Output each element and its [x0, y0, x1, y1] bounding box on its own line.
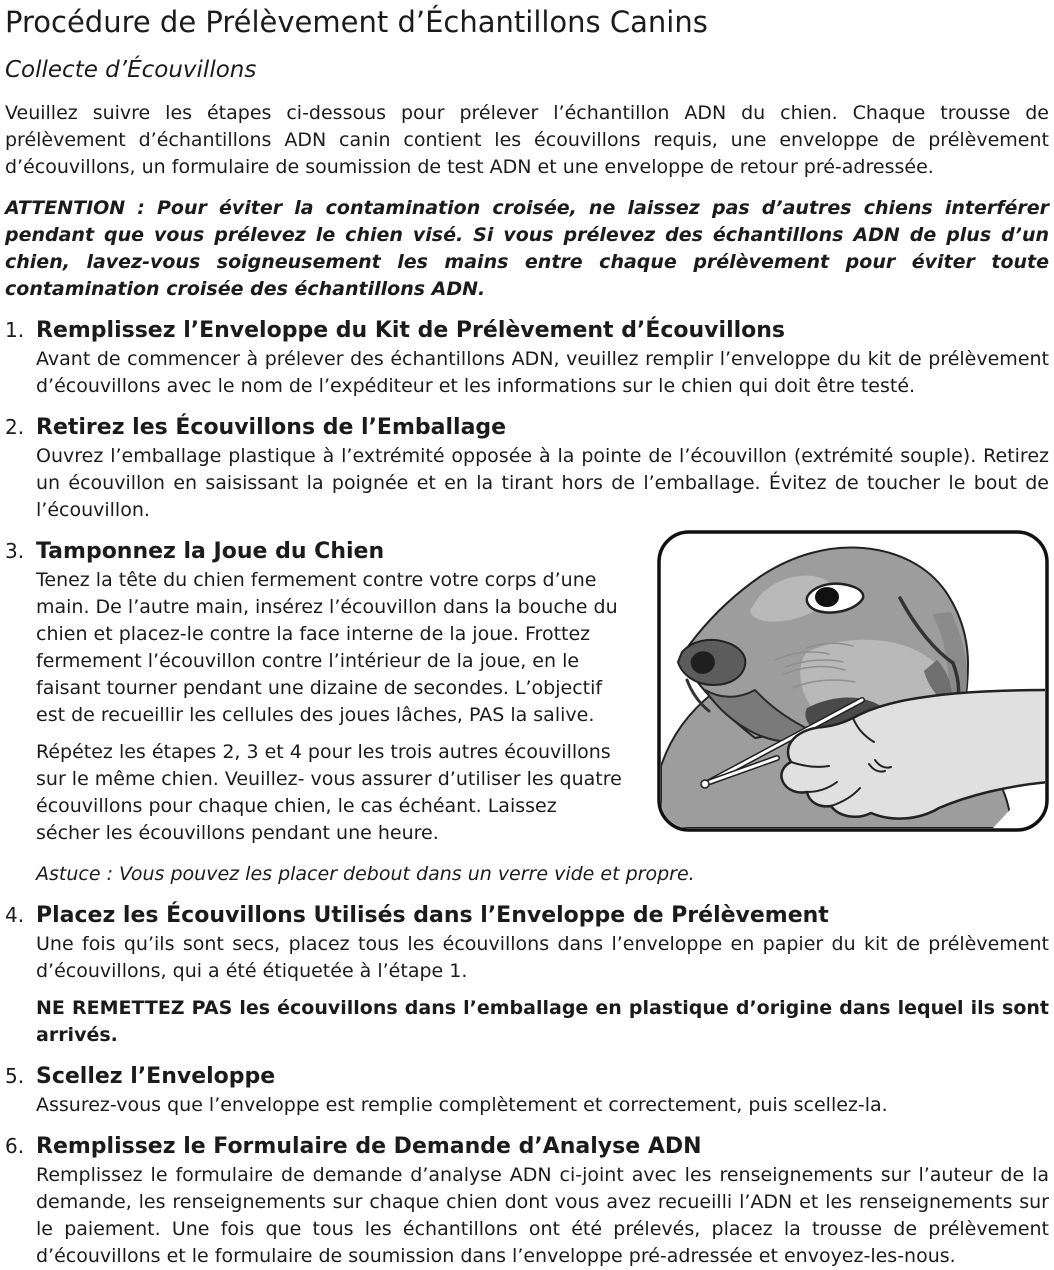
step-heading: Scellez l’Enveloppe [36, 1064, 276, 1089]
step-number: 4. [5, 903, 25, 927]
intro-paragraph: Veuillez suivre les étapes ci-dessous pour prélever l’échantillon ADN du chien. Chaque trousse de prélèvement d’échantillons ADN canin contient les écouvillons requis, une enveloppe de prélèvement d’écouvillons, un formulaire de soumission de test ADN et une enveloppe de retour pré-adressée. [5, 102, 1049, 178]
step-number: 6. [5, 1134, 25, 1158]
step-tip: Astuce : Vous pouvez les placer debout dans un verre vide et propre. [36, 863, 695, 885]
step-number: 2. [5, 415, 25, 439]
warning-paragraph: ATTENTION : Pour éviter la contamination croisée, ne laissez pas d’autres chiens interférer pendant que vous prélevez le chien visé. Si vous prélevez des échantillons ADN de plus d’un chien, lavez-vous soigneusement les mains entre chaque prélèvement pour éviter toute contamination croisée des échantillons ADN. [5, 197, 1049, 300]
step-item-5 [5, 1063, 1049, 1119]
page-title: Procédure de Prélèvement d’Échantillons Canins [5, 5, 708, 39]
step-body: Assurez-vous que l’enveloppe est remplie complètement et correctement, puis scellez-la. [36, 1094, 888, 1116]
step-body: Tenez la tête du chien fermement contre votre corps d’une main. De l’autre main, insérez l’écouvillon dans la bouche du chien et placez-le contre la face interne de la joue. Frottez fermement l’écouvillon contre l’intérieur de la joue, en le faisant tourner pendant une dizaine de secondes. L’objectif est de recueillir les cellules des joues lâches, PAS la salive. [36, 569, 618, 726]
step-warning-note: NE REMETTEZ PAS les écouvillons dans l’emballage en plastique d’origine dans lequel ils sont arrivés. [36, 997, 1049, 1046]
step-body: Remplissez le formulaire de demande d’analyse ADN ci-joint avec les renseignements sur l’auteur de la demande, les renseignements sur chaque chien dont vous avez recueilli l’ADN et les renseignements sur le paiement. Une fois que tous les échantillons ont été prélevés, placez la trousse de prélèvement d’écouvillons et le formulaire de soumission dans l’enveloppe pré-adressée et envoyez-les-nous. [36, 1164, 1049, 1267]
page-subtitle: Collecte d’Écouvillons [5, 57, 257, 83]
step-number: 5. [5, 1064, 25, 1088]
step-body: Une fois qu’ils sont secs, placez tous les écouvillons dans l’enveloppe en papier du kit de prélèvement d’écouvillons, qui a été étiquetée à l’étape 1. [36, 933, 1049, 982]
step-body-2: Répétez les étapes 2, 3 et 4 pour les trois autres écouvillons sur le même chien. Veuillez- vous assurer d’utiliser les quatre écouvillons pour chaque chien, le cas échéant. Laissez sécher les écouvillons pendant une heure. [36, 741, 622, 844]
steps-list [5, 317, 1049, 1270]
step-item-4 [5, 902, 1049, 1049]
step-heading: Retirez les Écouvillons de l’Emballage [36, 415, 507, 440]
step-number: 1. [5, 318, 25, 342]
step-item-1 [5, 317, 1049, 400]
step-body: Ouvrez l’emballage plastique à l’extrémité opposée à la pointe de l’écouvillon (extrémité souple). Retirez un écouvillon en saisissant la poignée et en la tirant hors de l’emballage. Évitez de toucher le bout de l’écouvillon. [36, 445, 1049, 521]
step-item-6 [5, 1133, 1049, 1270]
step-heading: Remplissez l’Enveloppe du Kit de Prélèvement d’Écouvillons [36, 318, 786, 343]
step-heading: Remplissez le Formulaire de Demande d’Analyse ADN [36, 1134, 702, 1159]
step-item-2 [5, 414, 1049, 524]
step-heading: Tamponnez la Joue du Chien [36, 539, 385, 564]
step-heading: Placez les Écouvillons Utilisés dans l’Enveloppe de Prélèvement [36, 903, 829, 928]
step-body: Avant de commencer à prélever des échantillons ADN, veuillez remplir l’enveloppe du kit de prélèvement d’écouvillons avec le nom de l’expéditeur et les informations sur le chien qui doit être testé. [36, 348, 1049, 397]
dog-swab-illustration [657, 530, 1049, 832]
dog-pupil [815, 587, 839, 607]
step-number: 3. [5, 539, 25, 563]
step-item-3 [5, 538, 1049, 888]
